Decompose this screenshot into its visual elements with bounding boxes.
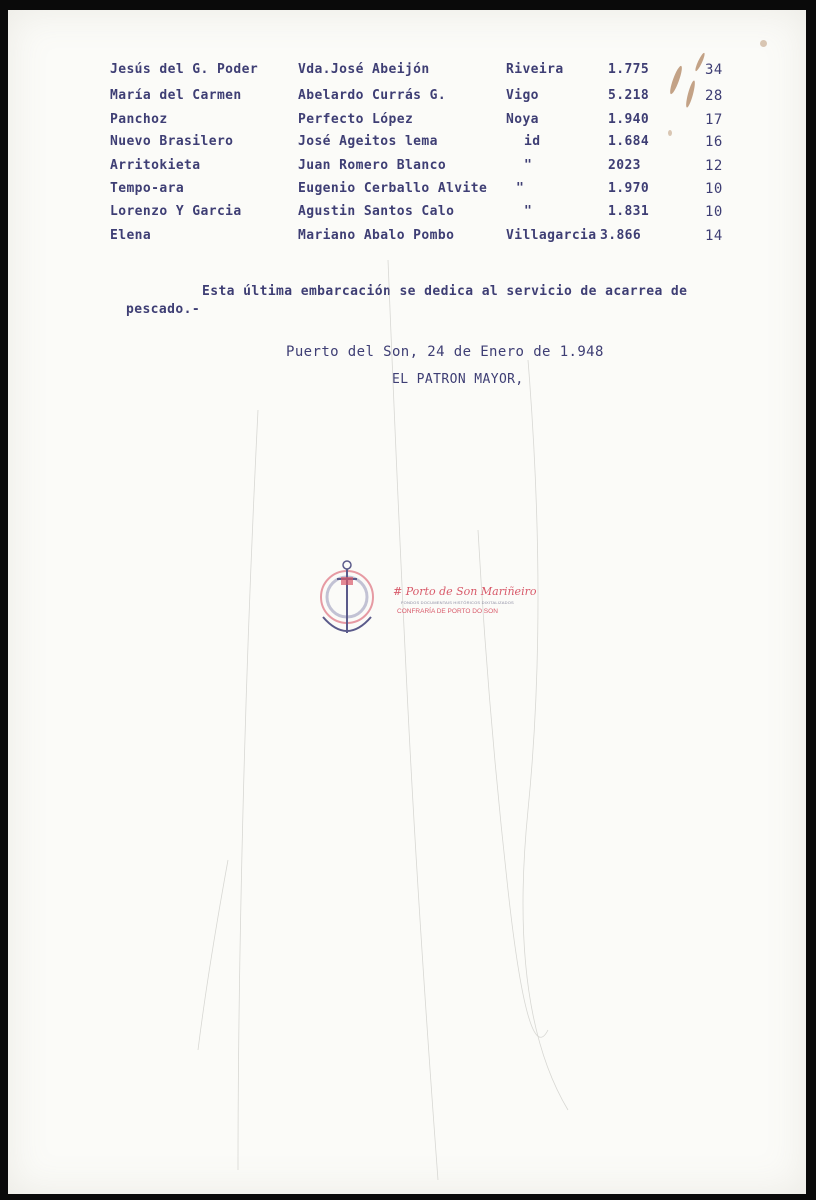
row-number: 17	[705, 112, 723, 128]
tonnage: 5.218	[608, 88, 650, 103]
port-name: "	[516, 181, 525, 196]
row-number: 14	[705, 228, 723, 244]
watermark-logo	[313, 555, 537, 645]
owner-name: Abelardo Currás G.	[298, 88, 447, 103]
row-number: 34	[705, 62, 723, 78]
table-row	[8, 88, 806, 110]
tonnage: 3.866	[600, 228, 642, 243]
tonnage: 1.775	[608, 62, 650, 77]
tonnage: 1.940	[608, 112, 650, 127]
port-name: id	[524, 134, 541, 149]
tonnage: 1.831	[608, 204, 650, 219]
rust-stain	[760, 40, 767, 47]
boat-name: Panchoz	[110, 112, 168, 127]
table-row	[8, 134, 806, 156]
owner-name: José Ageitos lema	[298, 134, 438, 149]
table-row	[8, 204, 806, 226]
boat-name: Arritokieta	[110, 158, 201, 173]
note-paragraph-line1: Esta última embarcación se dedica al servicio de acarrea de	[202, 284, 688, 299]
document-page	[8, 10, 806, 1194]
owner-name: Mariano Abalo Pombo	[298, 228, 455, 243]
boat-name: Lorenzo Y Garcia	[110, 204, 242, 219]
row-number: 12	[705, 158, 723, 174]
port-name: "	[524, 204, 533, 219]
table-row	[8, 158, 806, 180]
boat-name: Tempo-ara	[110, 181, 185, 196]
port-name: Noya	[506, 112, 539, 127]
watermark-subtitle: FONDOS DOCUMENTAIS HISTÓRICOS DIXITALIZADOS	[401, 600, 514, 605]
row-number: 16	[705, 134, 723, 150]
table-row	[8, 228, 806, 250]
owner-name: Juan Romero Blanco	[298, 158, 447, 173]
watermark-org: CONFRARÍA DE PORTO DO SON	[397, 608, 498, 615]
owner-name: Agustin Santos Calo	[298, 204, 455, 219]
row-number: 10	[705, 204, 723, 220]
owner-name: Perfecto López	[298, 112, 414, 127]
boat-name: Jesús del G. Poder	[110, 62, 259, 77]
port-name: Villagarcia	[506, 228, 597, 243]
table-row	[8, 181, 806, 203]
boat-name: Nuevo Brasilero	[110, 134, 234, 149]
place-date: Puerto del Son, 24 de Enero de 1.948	[286, 344, 604, 360]
boat-name: María del Carmen	[110, 88, 242, 103]
port-name: Riveira	[506, 62, 564, 77]
tonnage: 1.684	[608, 134, 650, 149]
boat-name: Elena	[110, 228, 152, 243]
row-number: 28	[705, 88, 723, 104]
table-row	[8, 62, 806, 84]
table-row	[8, 112, 806, 134]
port-name: "	[524, 158, 533, 173]
row-number: 10	[705, 181, 723, 197]
owner-name: Vda.José Abeijón	[298, 62, 430, 77]
owner-name: Eugenio Cerballo Alvite	[298, 181, 488, 196]
anchor-icon	[313, 555, 383, 647]
note-paragraph-line2: pescado.-	[126, 302, 201, 317]
tonnage: 2023	[608, 158, 641, 173]
port-name: Vigo	[506, 88, 539, 103]
tonnage: 1.970	[608, 181, 650, 196]
signature-title: EL PATRON MAYOR,	[392, 372, 524, 387]
watermark-brand: # Porto de Son Mariñeiro	[393, 585, 537, 598]
